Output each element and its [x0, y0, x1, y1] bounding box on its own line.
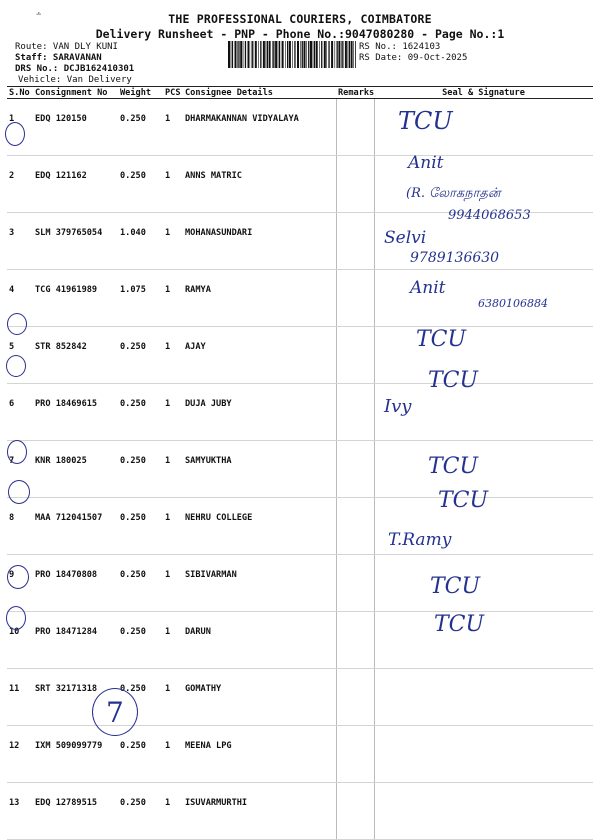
barcode-bar — [331, 41, 333, 68]
table-row — [7, 99, 593, 156]
signature-10: TCU — [438, 488, 489, 513]
consignment-cell: STR 852842 — [33, 327, 118, 384]
col-header-consignment: Consignment No — [33, 87, 118, 99]
sno-circle-12 — [7, 565, 29, 589]
barcode-bar — [235, 41, 237, 68]
weight-cell: 1.075 — [118, 270, 163, 327]
barcode-bar — [266, 41, 267, 68]
signature-4-phone: 9789136630 — [410, 250, 500, 266]
consignment-cell: SLM 379765054 — [33, 213, 118, 270]
consignee-cell: MOHANASUNDARI — [183, 213, 336, 270]
seal-cell — [374, 726, 593, 783]
corner-mark: ∸ — [36, 10, 42, 20]
pcs-cell: 1 — [163, 270, 183, 327]
consignee-cell: MEENA LPG — [183, 726, 336, 783]
total-count: 7 — [106, 696, 124, 729]
seal-cell — [374, 783, 593, 840]
barcode — [228, 41, 356, 68]
pcs-cell: 1 — [163, 99, 183, 156]
barcode-bar — [345, 41, 347, 68]
barcode-bar — [300, 41, 301, 68]
barcode-bar — [232, 41, 233, 68]
consignee-cell: AJAY — [183, 327, 336, 384]
consignment-cell: PRO 18471284 — [33, 612, 118, 669]
remarks-cell — [336, 213, 374, 270]
weight-cell: 0.250 — [118, 441, 163, 498]
staff-label: Staff: SARAVANAN — [15, 53, 102, 63]
barcode-bar — [304, 41, 306, 68]
signature-3-phone: 9944068653 — [448, 208, 531, 223]
barcode-bar — [341, 41, 342, 68]
consignment-cell: KNR 180025 — [33, 441, 118, 498]
pcs-cell: 1 — [163, 384, 183, 441]
consignment-cell: PRO 18470808 — [33, 555, 118, 612]
weight-cell: 0.250 — [118, 726, 163, 783]
barcode-bar — [287, 41, 288, 68]
consignee-cell: ISUVARMURTHI — [183, 783, 336, 840]
barcode-bar — [355, 41, 356, 68]
drs-number: DRS No.: DCJB162410301 — [15, 64, 135, 74]
barcode-bar — [324, 41, 326, 68]
sno-cell: 7 — [7, 441, 33, 498]
remarks-cell — [336, 726, 374, 783]
col-header-sno: S.No — [7, 87, 33, 99]
pcs-cell: 1 — [163, 213, 183, 270]
barcode-bar — [316, 41, 318, 68]
signature-11: T.Ramy — [388, 530, 452, 550]
remarks-cell — [336, 270, 374, 327]
sno-cell: 2 — [7, 156, 33, 213]
signature-1: TCU — [398, 107, 453, 135]
weight-cell: 0.250 — [118, 384, 163, 441]
signature-3: (R. லோகநாதன் — [406, 186, 501, 201]
consignee-cell: SIBIVARMAN — [183, 555, 336, 612]
seal-cell — [374, 555, 593, 612]
runsheet-table — [7, 86, 593, 840]
barcode-bar — [238, 41, 239, 68]
route-label: Route: VAN DLY KUNI — [15, 42, 118, 52]
barcode-bar — [351, 41, 353, 68]
barcode-bar — [278, 41, 279, 68]
weight-cell: 0.250 — [118, 156, 163, 213]
barcode-bar — [275, 41, 277, 68]
remarks-cell — [336, 498, 374, 555]
weight-cell: 0.250 — [118, 669, 163, 726]
col-header-weight: Weight — [118, 87, 163, 99]
barcode-bar — [272, 41, 273, 68]
col-header-pcs: PCS — [163, 87, 183, 99]
barcode-bar — [292, 41, 293, 68]
weight-cell: 0.250 — [118, 783, 163, 840]
seal-cell — [374, 156, 593, 213]
consignee-cell: RAMYA — [183, 270, 336, 327]
signature-5: Anit — [410, 278, 446, 298]
barcode-bar — [338, 41, 340, 68]
weight-cell: 0.250 — [118, 99, 163, 156]
barcode-bar — [251, 41, 252, 68]
barcode-bar — [342, 41, 343, 68]
remarks-cell — [336, 156, 374, 213]
barcode-bar — [255, 41, 257, 68]
barcode-bar — [349, 41, 350, 68]
consignee-cell: GOMATHY — [183, 669, 336, 726]
barcode-bar — [348, 41, 349, 68]
rs-date: RS Date: 09-Oct-2025 — [359, 53, 468, 63]
consignee-cell: NEHRU COLLEGE — [183, 498, 336, 555]
remarks-cell — [336, 669, 374, 726]
barcode-bar — [282, 41, 284, 68]
sno-cell: 3 — [7, 213, 33, 270]
table-row — [7, 612, 593, 669]
sno-cell: 8 — [7, 498, 33, 555]
sno-cell: 13 — [7, 783, 33, 840]
sno-circle-1 — [5, 122, 25, 146]
barcode-bar — [314, 41, 315, 68]
sno-cell: 10 — [7, 612, 33, 669]
consignee-cell: SAMYUKTHA — [183, 441, 336, 498]
consignment-cell: EDQ 121162 — [33, 156, 118, 213]
seal-cell — [374, 669, 593, 726]
signature-5-phone: 6380106884 — [478, 297, 548, 310]
weight-cell: 1.040 — [118, 213, 163, 270]
sno-circle-7 — [6, 355, 26, 377]
remarks-cell — [336, 384, 374, 441]
barcode-bar — [289, 41, 291, 68]
signature-8: Ivy — [384, 396, 412, 417]
table-row — [7, 498, 593, 555]
sno-cell: 12 — [7, 726, 33, 783]
barcode-bar — [228, 41, 230, 68]
col-header-consignee: Consignee Details — [183, 87, 336, 99]
pcs-cell: 1 — [163, 669, 183, 726]
signature-9: TCU — [428, 454, 479, 479]
pcs-cell: 1 — [163, 327, 183, 384]
barcode-bar — [252, 41, 253, 68]
rs-number: RS No.: 1624103 — [359, 42, 441, 52]
pcs-cell: 1 — [163, 156, 183, 213]
table-row — [7, 327, 593, 384]
runsheet-title: Delivery Runsheet - PNP - Phone No.:9047080280 - Page No.:1 — [95, 27, 505, 41]
seal-cell — [374, 327, 593, 384]
pcs-cell: 1 — [163, 612, 183, 669]
barcode-bar — [273, 41, 274, 68]
sno-cell: 9 — [7, 555, 33, 612]
barcode-bar — [279, 41, 280, 68]
remarks-cell — [336, 612, 374, 669]
barcode-bar — [263, 41, 265, 68]
table-row — [7, 726, 593, 783]
barcode-bar — [319, 41, 320, 68]
signature-4: Selvi — [384, 228, 427, 248]
pcs-cell: 1 — [163, 726, 183, 783]
consignment-cell: MAA 712041507 — [33, 498, 118, 555]
pcs-cell: 1 — [163, 555, 183, 612]
barcode-bar — [353, 41, 354, 68]
company-title: THE PROFESSIONAL COURIERS, COIMBATORE — [168, 12, 432, 26]
remarks-cell — [336, 783, 374, 840]
consignee-cell: DHARMAKANNAN VIDYALAYA — [183, 99, 336, 156]
barcode-bar — [231, 41, 232, 68]
sno-circle-10 — [8, 480, 30, 504]
barcode-bar — [267, 41, 268, 68]
barcode-bar — [285, 41, 286, 68]
consignee-cell: ANNS MATRIC — [183, 156, 336, 213]
barcode-bar — [294, 41, 295, 68]
signature-7: TCU — [428, 368, 479, 393]
barcode-bar — [297, 41, 299, 68]
pcs-cell: 1 — [163, 783, 183, 840]
barcode-bar — [243, 41, 244, 68]
col-header-seal: Seal & Signature — [374, 87, 593, 99]
signature-6: TCU — [416, 327, 467, 352]
table-row — [7, 783, 593, 840]
weight-cell: 0.250 — [118, 555, 163, 612]
table-row — [7, 555, 593, 612]
barcode-bar — [245, 41, 246, 68]
pcs-cell: 1 — [163, 441, 183, 498]
weight-cell: 0.250 — [118, 612, 163, 669]
sno-cell: 5 — [7, 327, 33, 384]
consignee-cell: DARUN — [183, 612, 336, 669]
consignment-cell: IXM 509099779 — [33, 726, 118, 783]
barcode-bar — [308, 41, 309, 68]
col-header-remarks: Remarks — [338, 87, 374, 98]
barcode-bar — [269, 41, 271, 68]
consignment-cell: EDQ 12789515 — [33, 783, 118, 840]
weight-cell: 0.250 — [118, 498, 163, 555]
sno-cell: 6 — [7, 384, 33, 441]
barcode-bar — [237, 41, 238, 68]
remarks-cell — [336, 555, 374, 612]
consignment-cell: EDQ 120150 — [33, 99, 118, 156]
consignment-cell: TCG 41961989 — [33, 270, 118, 327]
table-row — [7, 156, 593, 213]
barcode-bar — [326, 41, 327, 68]
barcode-bar — [328, 41, 329, 68]
sno-circle-6 — [7, 313, 27, 335]
table-row — [7, 441, 593, 498]
barcode-bar — [306, 41, 307, 68]
barcode-bar — [335, 41, 336, 68]
remarks-cell — [336, 99, 374, 156]
barcode-bar — [337, 41, 338, 68]
sno-cell: 11 — [7, 669, 33, 726]
barcode-bar — [258, 41, 259, 68]
signature-13: TCU — [434, 612, 485, 637]
weight-cell: 0.250 — [118, 327, 163, 384]
barcode-bar — [310, 41, 312, 68]
sno-circle-9 — [7, 440, 27, 464]
consignee-cell: DUJA JUBY — [183, 384, 336, 441]
barcode-bar — [240, 41, 242, 68]
signature-12: TCU — [430, 574, 481, 599]
table-row — [7, 384, 593, 441]
pcs-cell: 1 — [163, 498, 183, 555]
consignment-cell: PRO 18469615 — [33, 384, 118, 441]
remarks-cell — [336, 441, 374, 498]
consignment-cell: SRT 32171318 — [33, 669, 118, 726]
table-header-row — [7, 87, 593, 99]
sno-cell: 4 — [7, 270, 33, 327]
barcode-bar — [302, 41, 303, 68]
barcode-bar — [260, 41, 261, 68]
barcode-bar — [248, 41, 250, 68]
sno-cell: 1 — [7, 99, 33, 156]
vehicle-label: Vehicle: Van Delivery — [18, 75, 132, 85]
barcode-bar — [321, 41, 322, 68]
barcode-bar — [313, 41, 314, 68]
sno-circle-13 — [6, 606, 26, 630]
signature-2: Anit — [408, 153, 444, 173]
remarks-cell — [336, 327, 374, 384]
